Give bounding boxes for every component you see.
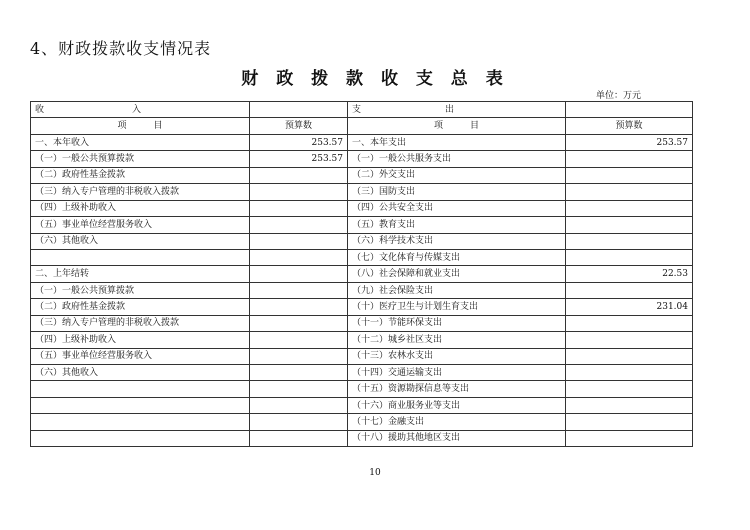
income-budget-cell [250, 282, 348, 298]
expense-budget-cell [566, 365, 693, 381]
expense-item-cell: （十三）农林水支出 [348, 348, 566, 364]
income-budget-cell [250, 184, 348, 200]
expense-item-cell: （十二）城乡社区支出 [348, 332, 566, 348]
income-item-cell: （五）事业单位经营服务收入 [31, 348, 250, 364]
income-item-cell: 二、上年结转 [31, 266, 250, 282]
income-item-cell: （一）一般公共预算拨款 [31, 151, 250, 167]
expense-item-header: 项 目 [348, 118, 566, 134]
expense-budget-cell [566, 332, 693, 348]
income-budget-header: 预算数 [250, 118, 348, 134]
expense-item-cell: （三）国防支出 [348, 184, 566, 200]
income-item-cell [31, 430, 250, 446]
income-item-cell: （三）纳入专户管理的非税收入拨款 [31, 184, 250, 200]
finance-table [30, 101, 693, 447]
expense-header-left: 支 [352, 104, 362, 115]
expense-item-cell: （二）外交支出 [348, 167, 566, 183]
table-row [31, 217, 693, 233]
expense-budget-cell: 231.04 [566, 299, 693, 315]
expense-budget-header: 预算数 [566, 118, 693, 134]
section-heading: 4、财政拨款收支情况表 [30, 39, 212, 58]
column-header-row [31, 118, 693, 134]
expense-budget-cell [566, 315, 693, 331]
expense-budget-cell: 253.57 [566, 134, 693, 150]
expense-budget-cell [566, 167, 693, 183]
income-item-cell: （五）事业单位经营服务收入 [31, 217, 250, 233]
income-header-right: 入 [132, 104, 142, 115]
expense-budget-cell [566, 249, 693, 265]
income-item-cell: （三）纳入专户管理的非税收入拨款 [31, 315, 250, 331]
table-row [31, 430, 693, 446]
table-row [31, 414, 693, 430]
table-row [31, 299, 693, 315]
expense-budget-cell [566, 430, 693, 446]
table-row [31, 184, 693, 200]
expense-budget-cell [566, 348, 693, 364]
table-row [31, 381, 693, 397]
expense-budget-cell [566, 217, 693, 233]
expense-item-cell: （六）科学技术支出 [348, 233, 566, 249]
income-budget-cell [250, 381, 348, 397]
income-budget-cell [250, 348, 348, 364]
table-row [31, 233, 693, 249]
income-item-cell [31, 414, 250, 430]
expense-item-cell: （一）一般公共服务支出 [348, 151, 566, 167]
income-item-cell [31, 381, 250, 397]
income-item-cell [31, 397, 250, 413]
income-budget-cell [250, 332, 348, 348]
income-header-left: 收 [35, 104, 45, 115]
table-title: 财 政 拨 款 收 支 总 表 [241, 69, 509, 89]
income-budget-cell [250, 315, 348, 331]
unit-label: 单位：万元 [596, 91, 642, 101]
income-budget-cell [250, 233, 348, 249]
expense-item-cell: （十）医疗卫生与计划生育支出 [348, 299, 566, 315]
expense-group-header [348, 102, 566, 118]
table-row [31, 167, 693, 183]
expense-budget-cell [566, 151, 693, 167]
income-group-blank [250, 102, 348, 118]
expense-budget-cell [566, 200, 693, 216]
expense-budget-cell [566, 282, 693, 298]
income-budget-cell [250, 249, 348, 265]
income-item-cell [31, 249, 250, 265]
expense-item-cell: （十六）商业服务业等支出 [348, 397, 566, 413]
income-item-header: 项 目 [31, 118, 250, 134]
finance-table-body [31, 102, 693, 447]
expense-item-cell: （八）社会保障和就业支出 [348, 266, 566, 282]
table-row [31, 134, 693, 150]
table-row [31, 348, 693, 364]
income-budget-cell: 253.57 [250, 151, 348, 167]
expense-item-cell: （十八）援助其他地区支出 [348, 430, 566, 446]
income-budget-cell [250, 167, 348, 183]
income-budget-cell [250, 217, 348, 233]
income-budget-cell [250, 266, 348, 282]
income-item-cell: （四）上级补助收入 [31, 200, 250, 216]
income-budget-cell [250, 414, 348, 430]
income-item-cell: （二）政府性基金拨款 [31, 299, 250, 315]
income-budget-cell [250, 299, 348, 315]
expense-header-right: 出 [445, 104, 455, 115]
expense-item-cell: （五）教育支出 [348, 217, 566, 233]
expense-item-cell: （十四）交通运输支出 [348, 365, 566, 381]
income-budget-cell [250, 200, 348, 216]
table-row [31, 397, 693, 413]
income-item-cell: 一、本年收入 [31, 134, 250, 150]
income-item-cell: （二）政府性基金拨款 [31, 167, 250, 183]
income-item-cell: （六）其他收入 [31, 365, 250, 381]
expense-budget-cell [566, 414, 693, 430]
expense-item-cell: 一、本年支出 [348, 134, 566, 150]
expense-item-cell: （四）公共安全支出 [348, 200, 566, 216]
table-row [31, 200, 693, 216]
group-header-row [31, 102, 693, 118]
expense-item-cell: （十一）节能环保支出 [348, 315, 566, 331]
table-row [31, 151, 693, 167]
income-budget-cell [250, 397, 348, 413]
table-row [31, 315, 693, 331]
expense-group-blank [566, 102, 693, 118]
income-item-cell: （四）上级补助收入 [31, 332, 250, 348]
table-row [31, 365, 693, 381]
expense-budget-cell [566, 184, 693, 200]
income-budget-cell [250, 430, 348, 446]
page-number: 10 [369, 468, 381, 478]
expense-budget-cell [566, 397, 693, 413]
table-row [31, 282, 693, 298]
expense-budget-cell [566, 233, 693, 249]
expense-item-cell: （十七）金融支出 [348, 414, 566, 430]
table-row [31, 249, 693, 265]
table-row [31, 266, 693, 282]
expense-item-cell: （九）社会保险支出 [348, 282, 566, 298]
income-item-cell: （一）一般公共预算拨款 [31, 282, 250, 298]
expense-item-cell: （七）文化体育与传媒支出 [348, 249, 566, 265]
expense-item-cell: （十五）资源勘探信息等支出 [348, 381, 566, 397]
income-item-cell: （六）其他收入 [31, 233, 250, 249]
expense-budget-cell: 22.53 [566, 266, 693, 282]
income-group-header [31, 102, 250, 118]
table-row [31, 332, 693, 348]
expense-budget-cell [566, 381, 693, 397]
income-budget-cell [250, 365, 348, 381]
income-budget-cell: 253.57 [250, 134, 348, 150]
